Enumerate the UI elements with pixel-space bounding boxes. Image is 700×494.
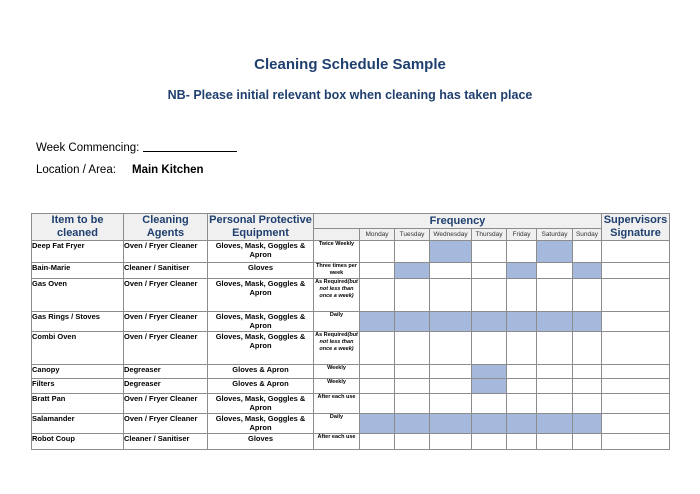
location-label: Location / Area: <box>36 164 116 176</box>
item-name: Robot Coup <box>32 434 124 450</box>
document-title: Cleaning Schedule Sample <box>254 56 446 73</box>
frequency-text: Weekly <box>314 365 360 379</box>
initial-box-friday[interactable] <box>507 312 537 332</box>
initial-box-tuesday[interactable] <box>395 312 430 332</box>
frequency-text: As Required(but not less than once a week) <box>314 332 360 365</box>
initial-box-sunday[interactable] <box>573 241 602 263</box>
ppe-required: Gloves <box>208 263 314 279</box>
frequency-text: Daily <box>314 414 360 434</box>
initial-box-monday[interactable] <box>360 394 395 414</box>
initial-box-sunday[interactable] <box>573 434 602 450</box>
cleaning-agent: Oven / Fryer Cleaner <box>124 414 208 434</box>
header-cleaning-agents: Cleaning Agents <box>124 214 208 241</box>
supervisor-signature-cell[interactable] <box>602 379 670 394</box>
initial-box-thursday[interactable] <box>472 312 507 332</box>
initial-box-friday[interactable] <box>507 434 537 450</box>
initial-box-saturday[interactable] <box>537 365 573 379</box>
supervisor-signature-cell[interactable] <box>602 279 670 312</box>
initial-box-thursday[interactable] <box>472 263 507 279</box>
table-row <box>32 263 670 279</box>
supervisor-signature-cell[interactable] <box>602 434 670 450</box>
supervisor-signature-cell[interactable] <box>602 414 670 434</box>
ppe-required: Gloves, Mask, Goggles & Apron <box>208 279 314 312</box>
initial-box-sunday[interactable] <box>573 263 602 279</box>
initial-box-saturday[interactable] <box>537 414 573 434</box>
table-row <box>32 332 670 365</box>
frequency-text: As Required(but not less than once a week) <box>314 279 360 312</box>
initial-box-saturday[interactable] <box>537 379 573 394</box>
initial-box-monday[interactable] <box>360 434 395 450</box>
cleaning-schedule-table <box>31 213 670 450</box>
initial-box-friday[interactable] <box>507 365 537 379</box>
initial-box-wednesday[interactable] <box>430 414 472 434</box>
table-row <box>32 434 670 450</box>
initial-box-wednesday[interactable] <box>430 365 472 379</box>
initial-box-sunday[interactable] <box>573 394 602 414</box>
day-header-thursday: Thursday <box>472 229 507 241</box>
initial-box-thursday[interactable] <box>472 241 507 263</box>
day-header-saturday: Saturday <box>537 229 573 241</box>
initial-box-friday[interactable] <box>507 394 537 414</box>
initial-box-monday[interactable] <box>360 263 395 279</box>
initial-box-wednesday[interactable] <box>430 312 472 332</box>
initial-box-tuesday[interactable] <box>395 394 430 414</box>
header-ppe: Personal Protective Equipment <box>209 214 312 239</box>
item-name: Salamander <box>32 414 124 434</box>
item-name: Deep Fat Fryer <box>32 241 124 263</box>
frequency-text: After each use <box>314 394 360 414</box>
initial-box-tuesday[interactable] <box>395 434 430 450</box>
table-row <box>32 312 670 332</box>
initial-box-sunday[interactable] <box>573 414 602 434</box>
table-row <box>32 365 670 379</box>
cleaning-agent: Oven / Fryer Cleaner <box>124 332 208 365</box>
cleaning-agent: Degreaser <box>124 365 208 379</box>
initial-box-wednesday[interactable] <box>430 279 472 312</box>
table-row <box>32 279 670 312</box>
item-name: Bratt Pan <box>32 394 124 414</box>
header-frequency: Frequency <box>314 214 602 229</box>
initial-box-thursday[interactable] <box>472 434 507 450</box>
initial-box-sunday[interactable] <box>573 365 602 379</box>
cleaning-agent: Degreaser <box>124 379 208 394</box>
header-supervisor-signature: Supervisors Signature <box>602 214 670 241</box>
location-value: Main Kitchen <box>132 164 204 176</box>
initial-box-tuesday[interactable] <box>395 379 430 394</box>
supervisor-signature-cell[interactable] <box>602 332 670 365</box>
initial-box-tuesday[interactable] <box>395 365 430 379</box>
week-commencing-blank[interactable] <box>143 140 237 152</box>
frequency-text: Twice Weekly <box>314 241 360 263</box>
initial-box-thursday[interactable] <box>472 279 507 312</box>
week-commencing-label: Week Commencing: <box>36 142 140 154</box>
frequency-text: After each use <box>314 434 360 450</box>
initial-box-saturday[interactable] <box>537 434 573 450</box>
table-row <box>32 379 670 394</box>
initial-box-wednesday[interactable] <box>430 394 472 414</box>
ppe-required: Gloves, Mask, Goggles & Apron <box>208 241 314 263</box>
item-name: Canopy <box>32 365 124 379</box>
initial-box-tuesday[interactable] <box>395 279 430 312</box>
table-row <box>32 414 670 434</box>
initial-box-saturday[interactable] <box>537 394 573 414</box>
initial-box-friday[interactable] <box>507 414 537 434</box>
cleaning-agent: Oven / Fryer Cleaner <box>124 279 208 312</box>
day-header-monday: Monday <box>360 229 395 241</box>
cleaning-agent: Oven / Fryer Cleaner <box>124 312 208 332</box>
item-name: Gas Rings / Stoves <box>32 312 124 332</box>
initial-box-thursday[interactable] <box>472 379 507 394</box>
initial-box-tuesday[interactable] <box>395 414 430 434</box>
initial-box-sunday[interactable] <box>573 379 602 394</box>
supervisor-signature-cell[interactable] <box>602 394 670 414</box>
initial-box-monday[interactable] <box>360 365 395 379</box>
header-item: Item to be cleaned <box>32 214 124 241</box>
initial-box-monday[interactable] <box>360 379 395 394</box>
initial-box-friday[interactable] <box>507 279 537 312</box>
week-commencing-field <box>36 140 237 154</box>
initial-box-saturday[interactable] <box>537 263 573 279</box>
frequency-text: Daily <box>314 312 360 332</box>
initial-box-monday[interactable] <box>360 312 395 332</box>
initial-box-saturday[interactable] <box>537 332 573 365</box>
initial-box-saturday[interactable] <box>537 279 573 312</box>
ppe-required: Gloves, Mask, Goggles & Apron <box>208 332 314 365</box>
ppe-required: Gloves & Apron <box>208 365 314 379</box>
initial-box-thursday[interactable] <box>472 394 507 414</box>
initial-box-wednesday[interactable] <box>430 434 472 450</box>
initial-box-monday[interactable] <box>360 279 395 312</box>
day-header-wednesday: Wednesday <box>430 229 472 241</box>
supervisor-signature-cell[interactable] <box>602 365 670 379</box>
initial-box-monday[interactable] <box>360 414 395 434</box>
ppe-required: Gloves, Mask, Goggles & Apron <box>208 312 314 332</box>
ppe-required: Gloves, Mask, Goggles & Apron <box>208 394 314 414</box>
initial-box-saturday[interactable] <box>537 241 573 263</box>
initial-box-tuesday[interactable] <box>395 241 430 263</box>
initial-box-wednesday[interactable] <box>430 263 472 279</box>
ppe-required: Gloves & Apron <box>208 379 314 394</box>
cleaning-agent: Cleaner / Sanitiser <box>124 434 208 450</box>
initial-box-thursday[interactable] <box>472 414 507 434</box>
initial-box-wednesday[interactable] <box>430 332 472 365</box>
initial-box-friday[interactable] <box>507 241 537 263</box>
initial-box-tuesday[interactable] <box>395 332 430 365</box>
table-row <box>32 241 670 263</box>
day-header-friday: Friday <box>507 229 537 241</box>
initial-box-wednesday[interactable] <box>430 379 472 394</box>
frequency-text: Three times per week <box>314 263 360 279</box>
initial-box-friday[interactable] <box>507 379 537 394</box>
cleaning-agent: Oven / Fryer Cleaner <box>124 241 208 263</box>
supervisor-signature-cell[interactable] <box>602 241 670 263</box>
initial-box-monday[interactable] <box>360 332 395 365</box>
cleaning-agent: Cleaner / Sanitiser <box>124 263 208 279</box>
location-field <box>36 164 204 176</box>
ppe-required: Gloves <box>208 434 314 450</box>
initial-box-friday[interactable] <box>507 332 537 365</box>
initial-box-wednesday[interactable] <box>430 241 472 263</box>
ppe-required: Gloves, Mask, Goggles & Apron <box>208 414 314 434</box>
item-name: Gas Oven <box>32 279 124 312</box>
day-header-sunday: Sunday <box>573 229 602 241</box>
initial-box-tuesday[interactable] <box>395 263 430 279</box>
table-row <box>32 394 670 414</box>
initial-box-sunday[interactable] <box>573 332 602 365</box>
initial-box-thursday[interactable] <box>472 332 507 365</box>
item-name: Filters <box>32 379 124 394</box>
initial-box-sunday[interactable] <box>573 279 602 312</box>
initial-box-saturday[interactable] <box>537 312 573 332</box>
supervisor-signature-cell[interactable] <box>602 263 670 279</box>
item-name: Bain-Marie <box>32 263 124 279</box>
initial-box-sunday[interactable] <box>573 312 602 332</box>
initial-box-monday[interactable] <box>360 241 395 263</box>
instruction-note: NB- Please initial relevant box when cleaning has taken place <box>167 88 533 102</box>
supervisor-signature-cell[interactable] <box>602 312 670 332</box>
frequency-label-column <box>314 229 360 241</box>
item-name: Combi Oven <box>32 332 124 365</box>
day-header-tuesday: Tuesday <box>395 229 430 241</box>
cleaning-agent: Oven / Fryer Cleaner <box>124 394 208 414</box>
initial-box-friday[interactable] <box>507 263 537 279</box>
initial-box-thursday[interactable] <box>472 365 507 379</box>
frequency-text: Weekly <box>314 379 360 394</box>
